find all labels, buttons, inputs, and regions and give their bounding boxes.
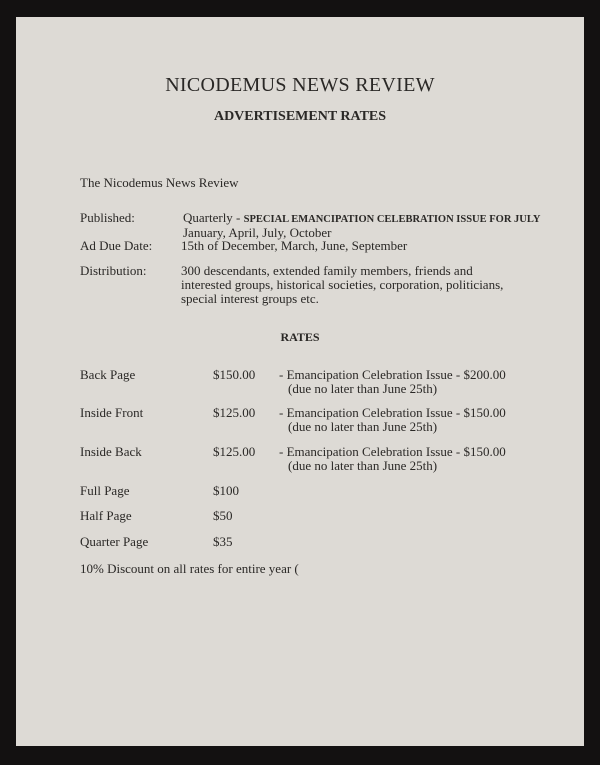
rate-name: Quarter Page xyxy=(80,534,149,549)
distribution-label: Distribution: xyxy=(80,263,147,278)
distribution-line: 300 descendants, extended family members, friends and xyxy=(181,263,473,278)
rate-price: $50 xyxy=(213,508,233,523)
rate-price: $150.00 xyxy=(213,367,256,382)
rate-note: - Emancipation Celebration Issue - $150.00 xyxy=(279,444,506,459)
distribution-line: special interest groups etc. xyxy=(181,291,319,306)
rate-price: $35 xyxy=(213,534,233,549)
rate-name: Inside Front xyxy=(80,405,144,420)
intro-text: The Nicodemus News Review xyxy=(80,175,239,190)
rate-due: (due no later than June 25th) xyxy=(288,458,438,473)
discount-text: 10% Discount on all rates for entire year ( xyxy=(80,561,299,576)
rate-due: (due no later than June 25th) xyxy=(288,419,438,434)
rates-heading: RATES xyxy=(280,330,320,344)
rate-price: $125.00 xyxy=(213,405,256,420)
distribution-line: interested groups, historical societies, corporation, politicians, xyxy=(181,277,504,292)
document-title: NICODEMUS NEWS REVIEW xyxy=(165,74,435,96)
published-label: Published: xyxy=(80,210,135,225)
due-value: 15th of December, March, June, September xyxy=(181,238,408,253)
rate-note: - Emancipation Celebration Issue - $200.00 xyxy=(279,367,506,382)
rate-price: $125.00 xyxy=(213,444,256,459)
document-subtitle: ADVERTISEMENT RATES xyxy=(213,109,387,124)
published-special: SPECIAL EMANCIPATION CELEBRATION ISSUE FOR JULY xyxy=(243,214,541,225)
rate-name: Full Page xyxy=(80,483,130,498)
due-label: Ad Due Date: xyxy=(80,238,153,253)
rate-name: Half Page xyxy=(80,508,132,523)
rate-due: (due no later than June 25th) xyxy=(288,381,438,396)
rate-name: Inside Back xyxy=(80,444,142,459)
published-frequency: Quarterly - xyxy=(183,210,244,225)
rate-note: - Emancipation Celebration Issue - $150.00 xyxy=(279,405,506,420)
rate-price: $100 xyxy=(213,483,239,498)
rate-name: Back Page xyxy=(80,367,136,382)
published-months: January, April, July, October xyxy=(183,225,332,240)
